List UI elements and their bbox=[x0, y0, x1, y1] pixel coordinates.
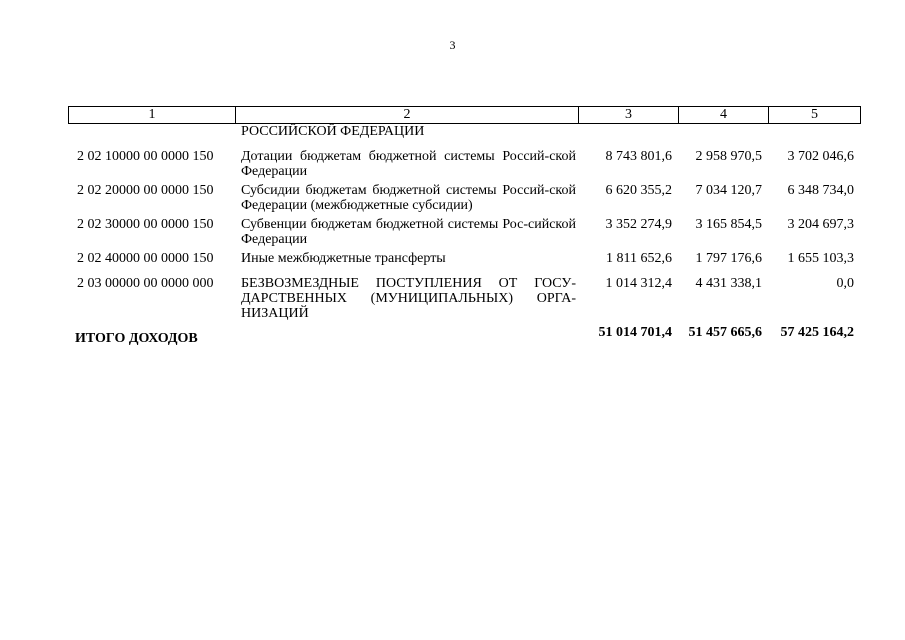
total-value-col3: 51 014 701,4 bbox=[598, 325, 672, 340]
total-row bbox=[68, 321, 860, 346]
table-header bbox=[68, 106, 861, 124]
row-value-col5: 3 204 697,3 bbox=[787, 217, 854, 232]
total-value-col5: 57 425 164,2 bbox=[780, 325, 854, 340]
row-value-col3: 3 352 274,9 bbox=[605, 217, 672, 232]
row-value-col5 bbox=[768, 124, 860, 149]
row-code: 2 02 20000 00 0000 150 bbox=[77, 183, 214, 198]
row-value-col4: 1 797 176,6 bbox=[695, 251, 762, 266]
row-value-col4: 3 165 854,5 bbox=[695, 217, 762, 232]
header-col-2: 2 bbox=[236, 107, 579, 124]
row-value-col5: 1 655 103,3 bbox=[787, 251, 854, 266]
row-value-col3: 8 743 801,6 bbox=[605, 149, 672, 164]
row-name: Иные межбюджетные трансферты bbox=[241, 251, 446, 266]
header-row bbox=[69, 107, 861, 124]
row-code: 2 02 30000 00 0000 150 bbox=[77, 217, 214, 232]
row-value-col3: 1 014 312,4 bbox=[605, 276, 672, 291]
row-code: 2 02 10000 00 0000 150 bbox=[77, 149, 214, 164]
page-number: 3 bbox=[449, 38, 456, 52]
total-value-col4: 51 457 665,6 bbox=[688, 325, 762, 340]
header-col-5: 5 bbox=[769, 107, 861, 124]
row-name: РОССИЙСКОЙ ФЕДЕРАЦИИ bbox=[241, 124, 425, 139]
row-value-col3: 6 620 355,2 bbox=[605, 183, 672, 198]
row-value-col5: 6 348 734,0 bbox=[787, 183, 854, 198]
table-row bbox=[68, 149, 860, 183]
row-code: 2 03 00000 00 0000 000 bbox=[77, 276, 214, 291]
row-value-col3 bbox=[578, 124, 678, 149]
row-code: 2 02 40000 00 0000 150 bbox=[77, 251, 214, 266]
header-col-4: 4 bbox=[679, 107, 769, 124]
row-value-col4: 4 431 338,1 bbox=[695, 276, 762, 291]
row-name: Субвенции бюджетам бюджетной системы Рос-сийской Федерации bbox=[241, 217, 576, 247]
row-name: Субсидии бюджетам бюджетной системы Россий-ской Федерации (межбюджетные субсидии) bbox=[241, 183, 576, 213]
header-col-1: 1 bbox=[69, 107, 236, 124]
revenue-table bbox=[68, 124, 860, 346]
row-code bbox=[68, 124, 235, 149]
total-label: ИТОГО ДОХОДОВ bbox=[75, 331, 198, 346]
table-row bbox=[68, 124, 860, 149]
row-value-col5: 0,0 bbox=[836, 276, 854, 291]
row-value-col4 bbox=[678, 124, 768, 149]
row-name: БЕЗВОЗМЕЗДНЫЕ ПОСТУПЛЕНИЯ ОТ ГОСУ-ДАРСТВЕННЫХ (МУНИЦИПАЛЬНЫХ) ОРГА-НИЗАЦИЙ bbox=[241, 276, 576, 321]
table-row bbox=[68, 183, 860, 217]
row-value-col4: 2 958 970,5 bbox=[695, 149, 762, 164]
row-value-col4: 7 034 120,7 bbox=[695, 183, 762, 198]
table-row bbox=[68, 217, 860, 251]
header-col-3: 3 bbox=[579, 107, 679, 124]
table-row bbox=[68, 276, 860, 321]
row-name: Дотации бюджетам бюджетной системы Россий-ской Федерации bbox=[241, 149, 576, 179]
row-value-col3: 1 811 652,6 bbox=[606, 251, 672, 266]
table-row bbox=[68, 251, 860, 276]
row-value-col5: 3 702 046,6 bbox=[787, 149, 854, 164]
